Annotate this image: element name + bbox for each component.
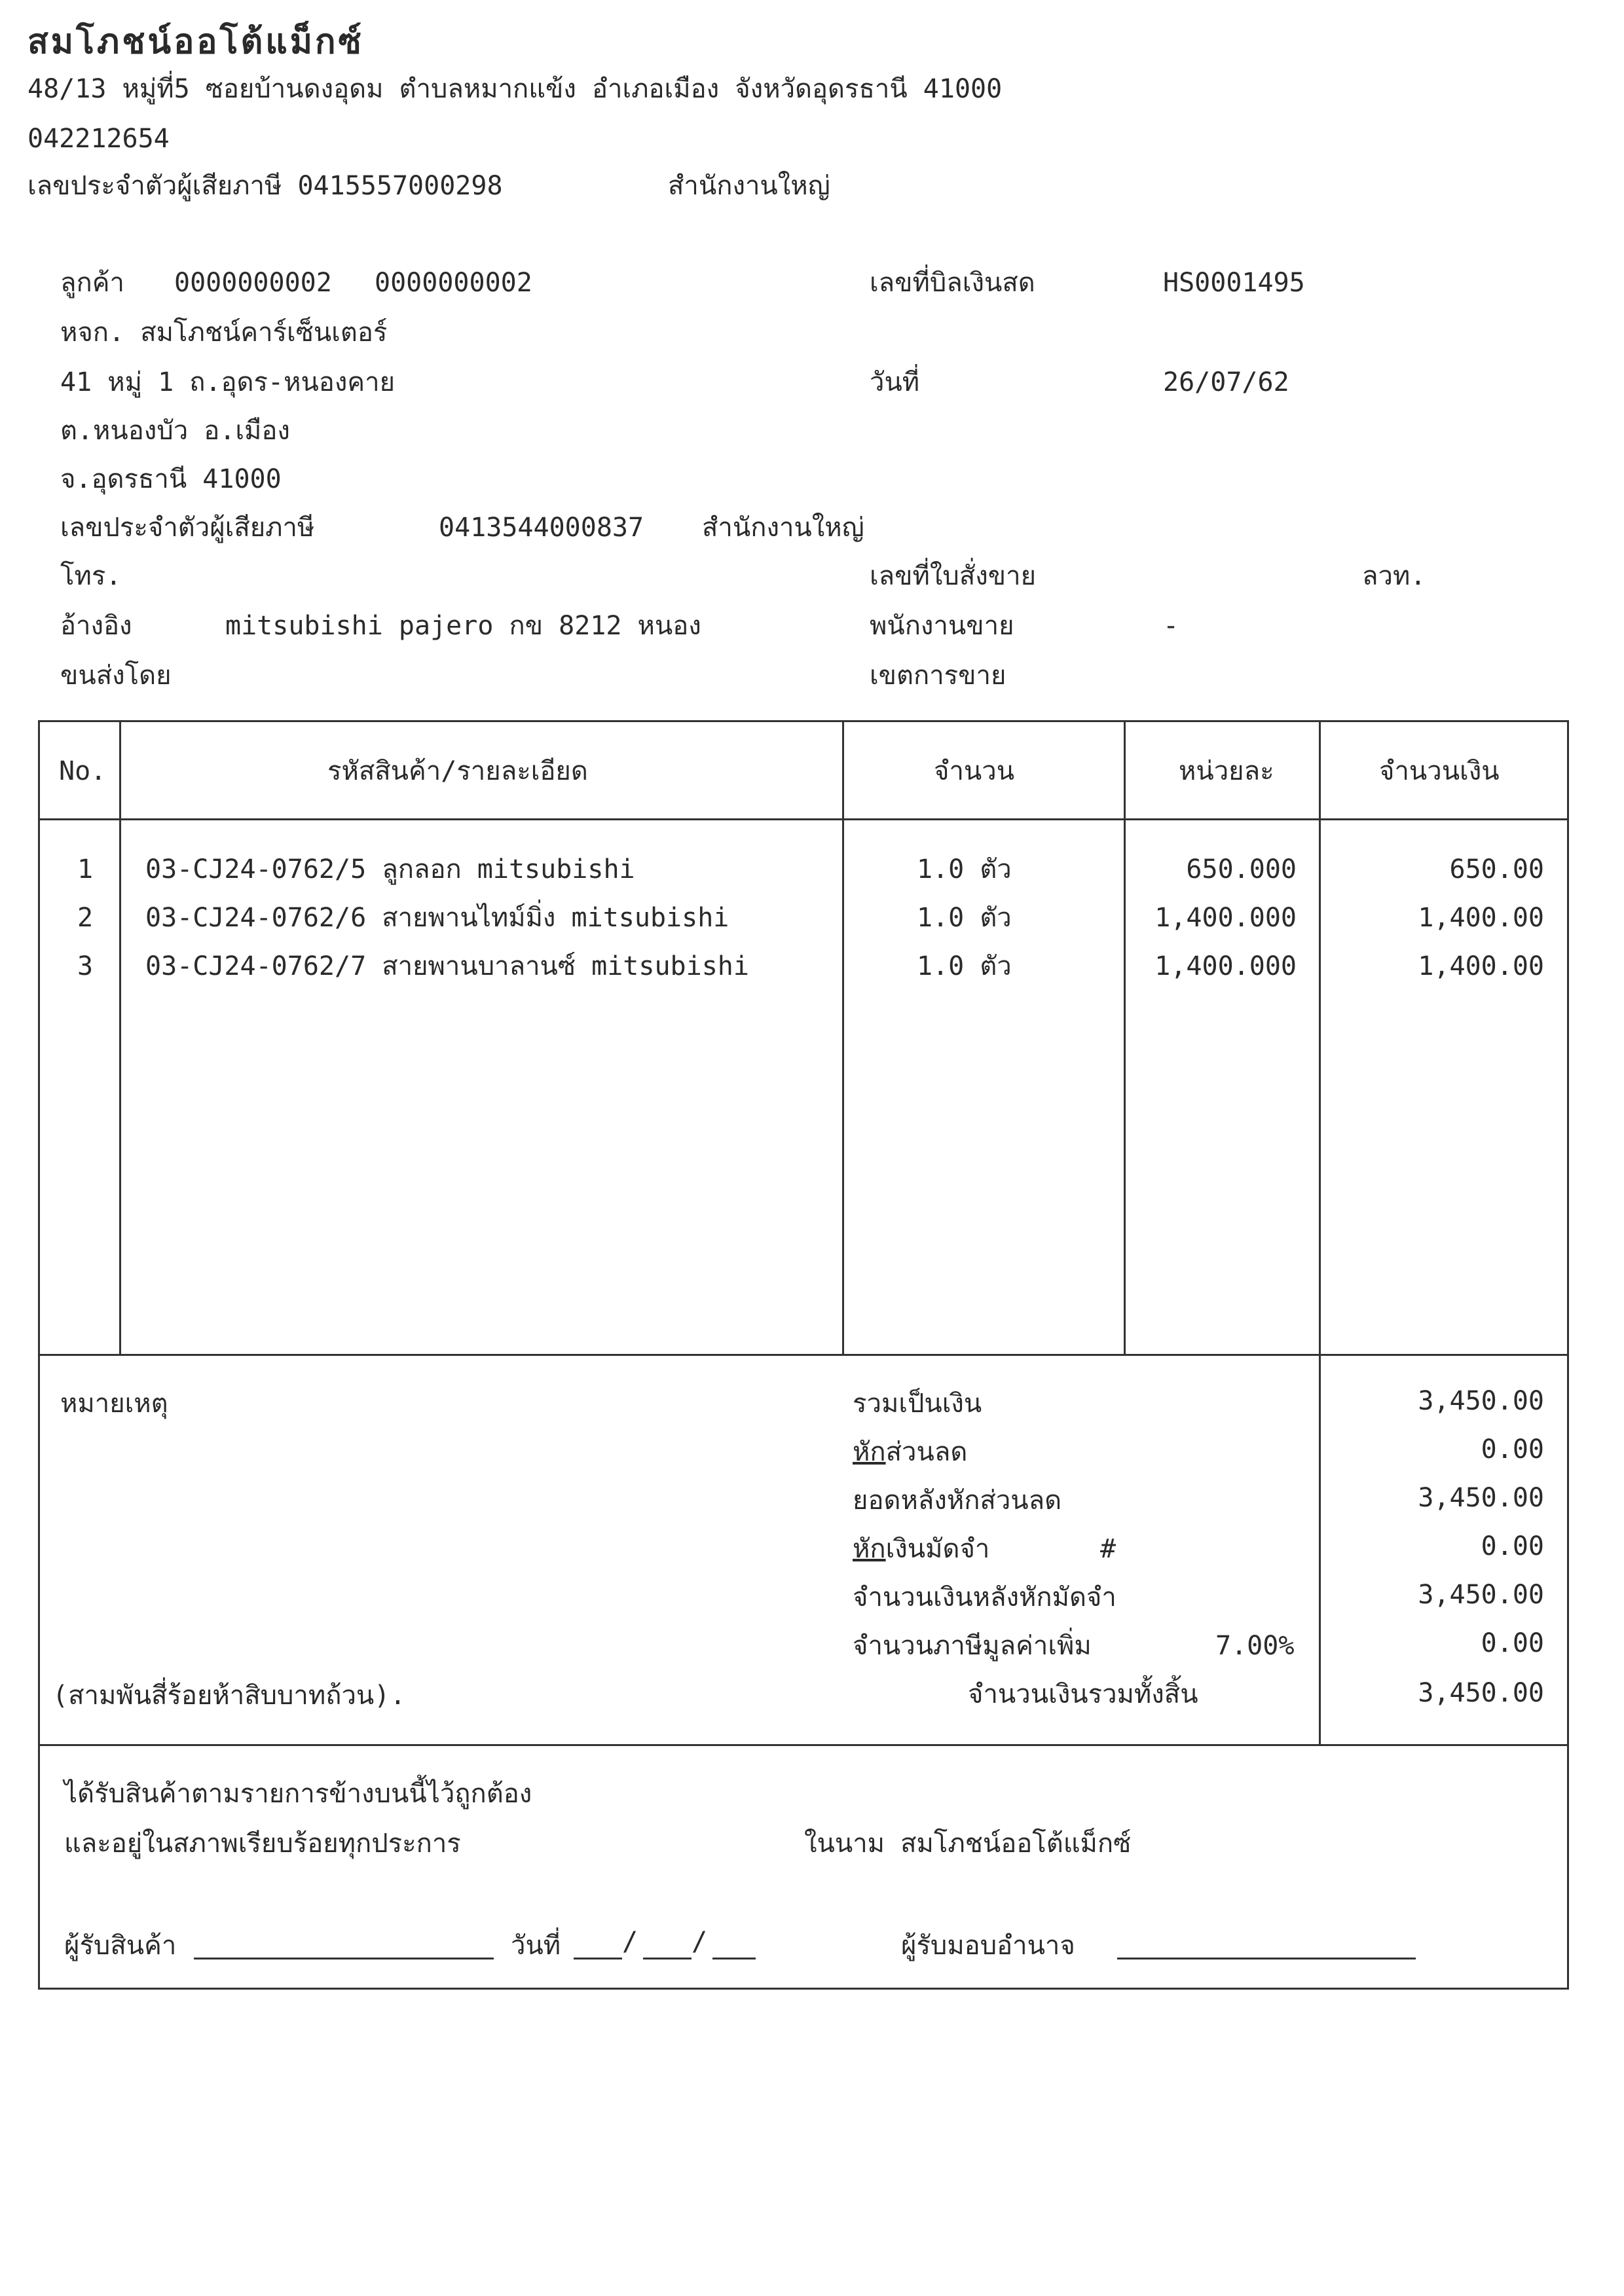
row-amount: 650.00: [1449, 854, 1544, 884]
receiver-signature-line: [194, 1958, 494, 1959]
sales-order-suffix: ลวท.: [1362, 561, 1426, 591]
customer-code-2: 0000000002: [375, 268, 532, 298]
subtotal-label: รวมเป็นเงิน: [853, 1389, 982, 1419]
subtotal-value: 3,450.00: [1418, 1386, 1544, 1416]
table-border-left: [38, 720, 40, 1990]
row-unit-price: 1,400.000: [1154, 903, 1297, 933]
received-statement-1: ได้รับสินค้าตามรายการข้างบนนี้ไว้ถูกต้อง: [64, 1779, 532, 1809]
grand-total-value: 3,450.00: [1418, 1678, 1544, 1708]
row-quantity: 1.0 ตัว: [917, 903, 1012, 933]
sales-area-label: เขตการขาย: [870, 661, 1006, 691]
invoice-date: 26/07/62: [1163, 367, 1289, 397]
col-header-unit-price: หน่วยละ: [1179, 756, 1274, 786]
grand-total-label: จำนวนเงินรวมทั้งสิ้น: [968, 1679, 1198, 1709]
on-behalf-of: ในนาม สมโภชน์ออโต้แม็กซ์: [804, 1829, 1132, 1859]
deposit-value: 0.00: [1481, 1531, 1544, 1561]
col-divider-unit: [1319, 720, 1321, 1745]
row-description: 03-CJ24-0762/6 สายพานไทม์มิ่ง mitsubishi: [145, 903, 729, 933]
receive-date-year-line: [712, 1958, 756, 1959]
row-no: 2: [77, 903, 94, 933]
vat-value: 0.00: [1481, 1628, 1544, 1658]
after-discount-value: 3,450.00: [1418, 1483, 1544, 1513]
bill-number-label: เลขที่บิลเงินสด: [870, 268, 1035, 298]
amount-in-words: (สามพันสี่ร้อยห้าสิบบาทถ้วน).: [52, 1681, 406, 1711]
deposit-hash: #: [1100, 1534, 1116, 1564]
totals-bottom: [38, 1744, 1569, 1746]
col-divider-no: [119, 720, 121, 1355]
after-deposit-value: 3,450.00: [1418, 1580, 1544, 1610]
row-amount: 1,400.00: [1418, 951, 1544, 981]
customer-name: หจก. สมโภชน์คาร์เซ็นเตอร์: [60, 318, 388, 348]
customer-phone-label: โทร.: [60, 561, 122, 591]
customer-code-1: 0000000002: [174, 268, 332, 298]
col-header-description: รหัสสินค้า/รายละเอียด: [327, 756, 588, 786]
row-description: 03-CJ24-0762/7 สายพานบาลานซ์ mitsubishi: [145, 951, 749, 981]
company-branch: สำนักงานใหญ่: [668, 171, 830, 201]
customer-address-line-3: จ.อุดรธานี 41000: [60, 464, 282, 494]
customer-address-line-2: ต.หนองบัว อ.เมือง: [60, 416, 290, 446]
after-deposit-label: จำนวนเงินหลังหักมัดจำ: [853, 1582, 1116, 1613]
company-address: 48/13 หมู่ที่5 ซอยบ้านดงอุดม ตำบลหมากแข้ง อำเภอเมือง จังหวัดอุดรธานี 41000: [28, 74, 1003, 104]
col-header-quantity: จำนวน: [934, 756, 1015, 786]
row-quantity: 1.0 ตัว: [917, 854, 1012, 884]
vat-rate: 7.00%: [1215, 1631, 1295, 1661]
reference-label: อ้างอิง: [60, 611, 132, 641]
receive-date-slash-1: /: [622, 1927, 638, 1957]
receive-date-slash-2: /: [692, 1927, 708, 1957]
table-border-top: [38, 720, 1569, 722]
table-border-right: [1567, 720, 1569, 1990]
col-divider-desc: [842, 720, 844, 1355]
row-unit-price: 1,400.000: [1154, 951, 1297, 981]
remark-label: หมายเหตุ: [60, 1389, 168, 1419]
receive-date-day-line: [574, 1958, 622, 1959]
received-statement-2: และอยู่ในสภาพเรียบร้อยทุกประการ: [64, 1829, 461, 1859]
customer-tax-id: 0413544000837: [439, 513, 644, 543]
bill-number: HS0001495: [1163, 268, 1305, 298]
customer-address-line-1: 41 หมู่ 1 ถ.อุดร-หนองคาย: [60, 367, 396, 397]
company-name: สมโภชน์ออโต้แม็กซ์: [28, 22, 364, 62]
authorized-label: ผู้รับมอบอำนาจ: [901, 1931, 1075, 1961]
customer-label: ลูกค้า: [60, 268, 124, 298]
table-header-bottom: [38, 818, 1569, 820]
vat-label: จำนวนภาษีมูลค่าเพิ่ม: [853, 1631, 1092, 1661]
salesperson-label: พนักงานขาย: [870, 611, 1014, 641]
receiver-label: ผู้รับสินค้า: [64, 1931, 177, 1961]
row-no: 1: [77, 854, 94, 884]
col-header-no: No.: [59, 756, 107, 786]
salesperson-value: -: [1163, 611, 1179, 641]
col-header-amount: จำนวนเงิน: [1379, 756, 1500, 786]
table-body-bottom: [38, 1354, 1569, 1356]
discount-value: 0.00: [1481, 1434, 1544, 1465]
authorized-signature-line: [1117, 1958, 1416, 1959]
receive-date-label: วันที่: [511, 1931, 561, 1961]
receive-date-month-line: [643, 1958, 692, 1959]
footer-bottom: [38, 1988, 1569, 1990]
row-description: 03-CJ24-0762/5 ลูกลอก mitsubishi: [145, 854, 635, 884]
row-amount: 1,400.00: [1418, 903, 1544, 933]
date-label: วันที่: [870, 367, 920, 397]
company-tax-id: เลขประจำตัวผู้เสียภาษี 0415557000298: [28, 171, 503, 201]
col-divider-qty: [1124, 720, 1126, 1355]
deposit-label: หักเงินมัดจำ: [853, 1534, 990, 1564]
discount-label: หักส่วนลด: [853, 1437, 968, 1467]
row-no: 3: [77, 951, 94, 981]
reference-value: mitsubishi pajero กข 8212 หนอง: [225, 611, 701, 641]
sales-order-label: เลขที่ใบสั่งขาย: [870, 561, 1037, 591]
row-quantity: 1.0 ตัว: [917, 951, 1012, 981]
after-discount-label: ยอดหลังหักส่วนลด: [853, 1485, 1062, 1516]
customer-tax-label: เลขประจำตัวผู้เสียภาษี: [60, 513, 315, 543]
row-unit-price: 650.000: [1186, 854, 1297, 884]
company-phone: 042212654: [28, 124, 170, 154]
shipping-label: ขนส่งโดย: [60, 661, 172, 691]
customer-branch: สำนักงานใหญ่: [702, 513, 864, 543]
